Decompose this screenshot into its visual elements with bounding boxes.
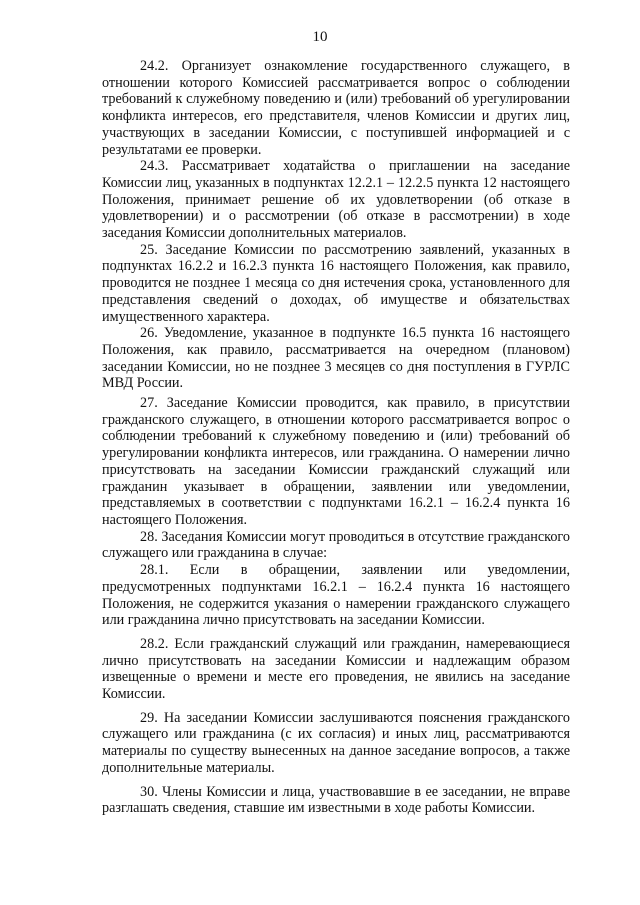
paragraph-30: 30. Члены Комиссии и лица, участвовавшие в ее заседании, не вправе разглашать сведения, ставшие им известными в ходе работы Комиссии. [102,783,570,817]
document-body [102,58,570,817]
paragraph-26: 26. Уведомление, указанное в подпункте 16.5 пункта 16 настоящего Положения, как правило, рассматривается на очередном (плановом) заседании Комиссии, но не позднее 3 месяцев со дня поступления в ГУРЛС МВД России. [102,325,570,392]
paragraph-28-2: 28.2. Если гражданский служащий или гражданин, намеревающиеся лично присутствовать на заседании Комиссии и надлежащим образом извещенные о времени и месте его проведения, не явились на заседание Комиссии. [102,635,570,703]
paragraph-28-1: 28.1. Если в обращении, заявлении или уведомлении, предусмотренных подпунктами 16.2.1 – 16.2.4 пункта 16 настоящего Положения, не содержится указания о намерении гражданского служащего или гражданина лично присутствовать на заседании Комиссии. [102,562,570,629]
paragraph-24-3: 24.3. Рассматривает ходатайства о приглашении на заседание Комиссии лиц, указанных в подпунктах 12.2.1 – 12.2.5 пункта 12 настоящего Положения, принимает решение об их удовлетворении (об отказе в удовлетворении) и о рассмотрении (об отказе в рассмотрении) в ходе заседания Комиссии дополнительных материалов. [102,158,570,242]
page-number: 10 [312,29,328,45]
paragraph-27: 27. Заседание Комиссии проводится, как правило, в присутствии гражданского служащего, в отношении которого рассматривается вопрос о соблюдении требований к служебному поведению и (или) требований об урегулировании конфликта интересов, или гражданина. О намерении лично присутствовать на заседании Комиссии гражданский служащий или гражданин указывает в обращении, заявлении или уведомлении, представляемых в соответствии с подпунктами 16.2.1 – 16.2.4 пункта 16 настоящего Положения. [102,395,570,528]
paragraph-24-2: 24.2. Организует ознакомление государственного служащего, в отношении которого Комиссией рассматривается вопрос о соблюдении требований к служебному поведению и (или) требований об урегулировании конфликта интересов, его представителя, членов Комиссии и других лиц, участвующих в заседании Комиссии, с поступившей информацией и с результатами ее проверки. [102,58,570,158]
paragraph-29: 29. На заседании Комиссии заслушиваются пояснения гражданского служащего или гражданина (с их согласия) и иных лиц, рассматриваются материалы по существу вынесенных на данное заседание вопросов, а также дополнительные материалы. [102,709,570,776]
paragraph-25: 25. Заседание Комиссии по рассмотрению заявлений, указанных в подпунктах 16.2.2 и 16.2.3 пункта 16 настоящего Положения, как правило, проводится не позднее 1 месяца со дня истечения срока, установленного для представления сведений о доходах, об имуществе и обязательствах имущественного характера. [102,241,570,325]
paragraph-28: 28. Заседания Комиссии могут проводиться в отсутствие гражданского служащего или гражданина в случае: [102,528,570,562]
